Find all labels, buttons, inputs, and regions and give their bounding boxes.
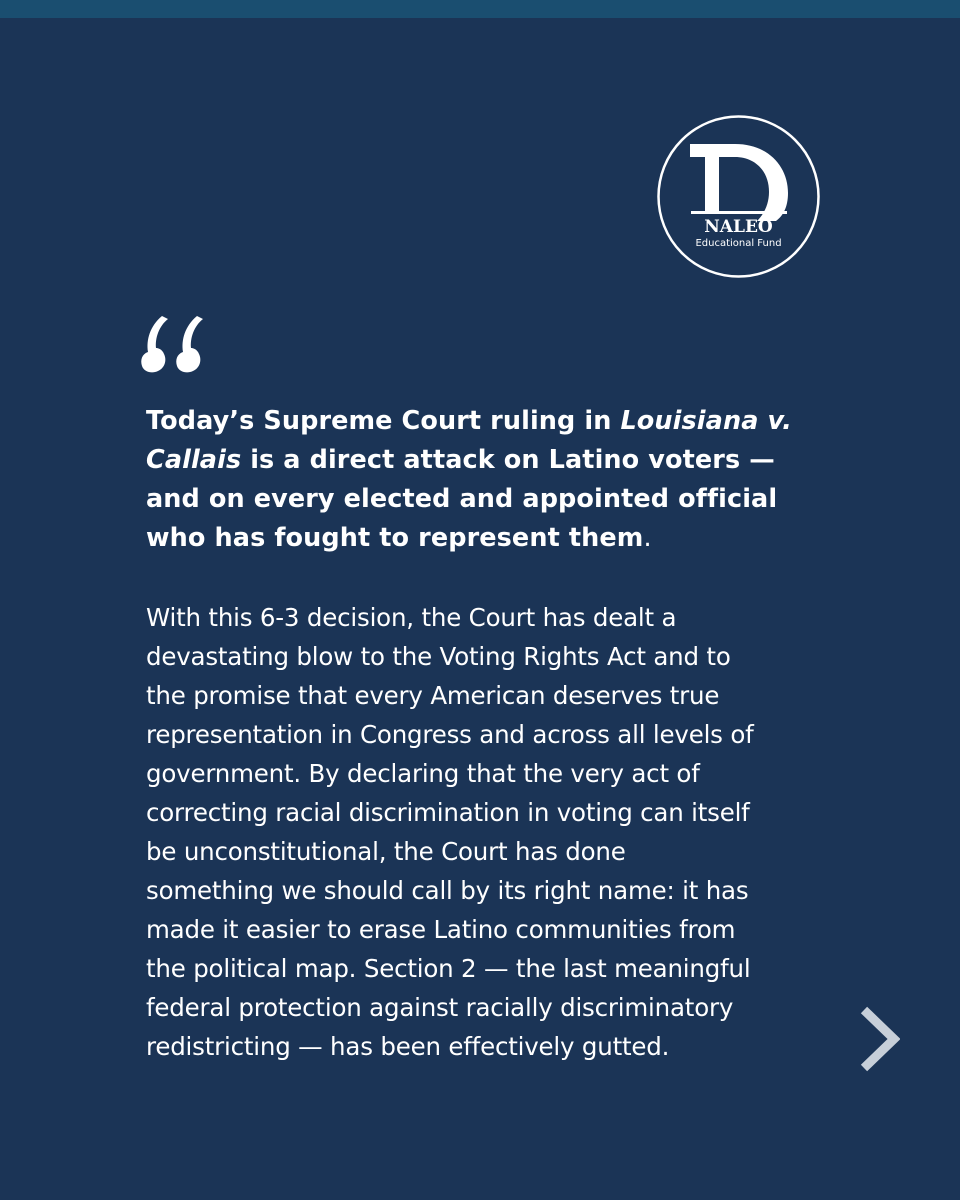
lead-part-2: is a direct attack on Latino voters — and on every elected and appointed official who has fought to represent them (146, 445, 778, 553)
lead-end: . (643, 523, 652, 553)
top-accent-bar (0, 0, 960, 18)
case-name: Louisiana v. Callais (146, 406, 792, 475)
body-line: federal protection against racially discriminatory (146, 993, 734, 1022)
body-line: made it easier to erase Latino communities from (146, 915, 736, 944)
body-line: redistricting — has been effectively gutted. (146, 1032, 670, 1061)
body-line: government. By declaring that the very act of (146, 759, 700, 788)
lead-part-1: Today’s Supreme Court ruling in (146, 406, 621, 436)
body-line: the promise that every American deserves true (146, 681, 720, 710)
body-line: be unconstitutional, the Court has done (146, 837, 626, 866)
body-line: the political map. Section 2 — the last meaningful (146, 954, 751, 983)
body-line: something we should call by its right name: it has (146, 876, 749, 905)
next-slide-button[interactable] (858, 1006, 900, 1072)
naleo-logo (657, 115, 820, 278)
quote-open-icon (140, 314, 212, 374)
quote-lead-text (146, 402, 826, 558)
body-line: With this 6-3 decision, the Court has dealt a (146, 603, 677, 632)
body-line: representation in Congress and across all levels of (146, 720, 754, 749)
logo-subtitle: Educational Fund (695, 238, 782, 249)
chevron-right-icon (858, 1006, 900, 1072)
logo-wordmark: NALEO (704, 217, 773, 237)
quote-body-text (146, 598, 836, 1066)
body-line: correcting racial discrimination in voting can itself (146, 798, 750, 827)
body-line: devastating blow to the Voting Rights Act and to (146, 642, 731, 671)
